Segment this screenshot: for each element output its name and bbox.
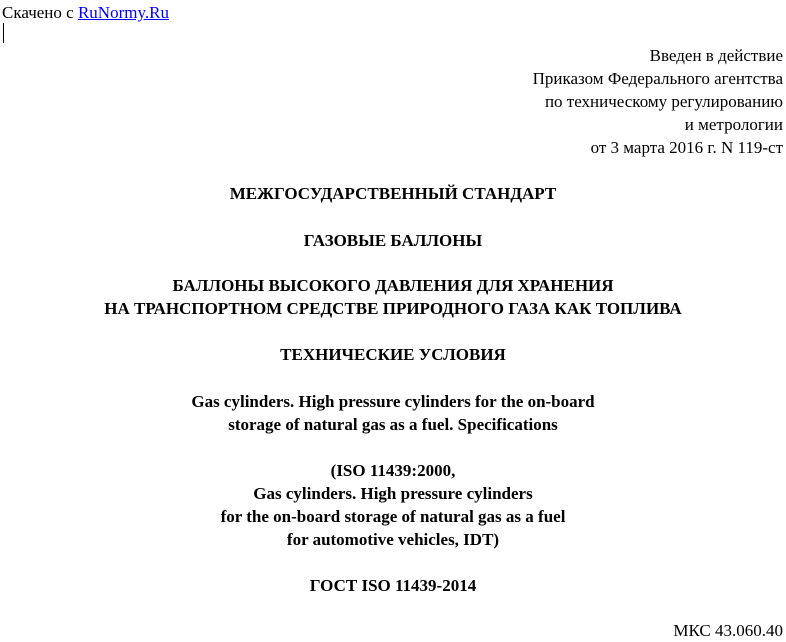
source-line (2, 1, 169, 24)
title-group: ГАЗОВЫЕ БАЛЛОНЫ (303, 231, 483, 250)
source-link[interactable]: RuNormy.Ru (77, 3, 169, 22)
enactment-line: Приказом Федерального агентства (532, 69, 783, 88)
english-title-line: storage of natural gas as a fuel. Specifications (228, 415, 558, 434)
document-title (0, 274, 786, 320)
title-line: БАЛЛОНЫ ВЫСОКОГО ДАВЛЕНИЯ ДЛЯ ХРАНЕНИЯ (172, 276, 614, 295)
iso-reference-line: (ISO 11439:2000, (330, 461, 456, 480)
iso-reference-line: Gas cylinders. High pressure cylinders (253, 484, 533, 503)
iso-reference-line: for the on-board storage of natural gas as a fuel (220, 507, 566, 526)
document-subtitle: ТЕХНИЧЕСКИЕ УСЛОВИЯ (280, 345, 506, 364)
enactment-line: от 3 марта 2016 г. N 119-ст (590, 138, 783, 157)
source-prefix: Скачено с (2, 3, 78, 22)
iso-reference-line: for automotive vehicles, IDT) (286, 530, 500, 549)
title-line: НА ТРАНСПОРТНОМ СРЕДСТВЕ ПРИРОДНОГО ГАЗА КАК ТОПЛИВА (104, 299, 682, 318)
enactment-line: и метрологии (684, 115, 783, 134)
english-title-line: Gas cylinders. High pressure cylinders for the on-board (191, 392, 595, 411)
english-title (0, 390, 786, 436)
text-cursor (3, 23, 4, 43)
standard-type: МЕЖГОСУДАРСТВЕННЫЙ СТАНДАРТ (229, 184, 557, 203)
standard-designation: ГОСТ ISO 11439-2014 (309, 576, 477, 595)
mks-code: МКС 43.060.40 (673, 621, 783, 640)
iso-reference (0, 459, 786, 551)
enactment-notice (533, 44, 783, 159)
enactment-line: Введен в действие (649, 46, 783, 65)
enactment-line: по техническому регулированию (544, 92, 783, 111)
